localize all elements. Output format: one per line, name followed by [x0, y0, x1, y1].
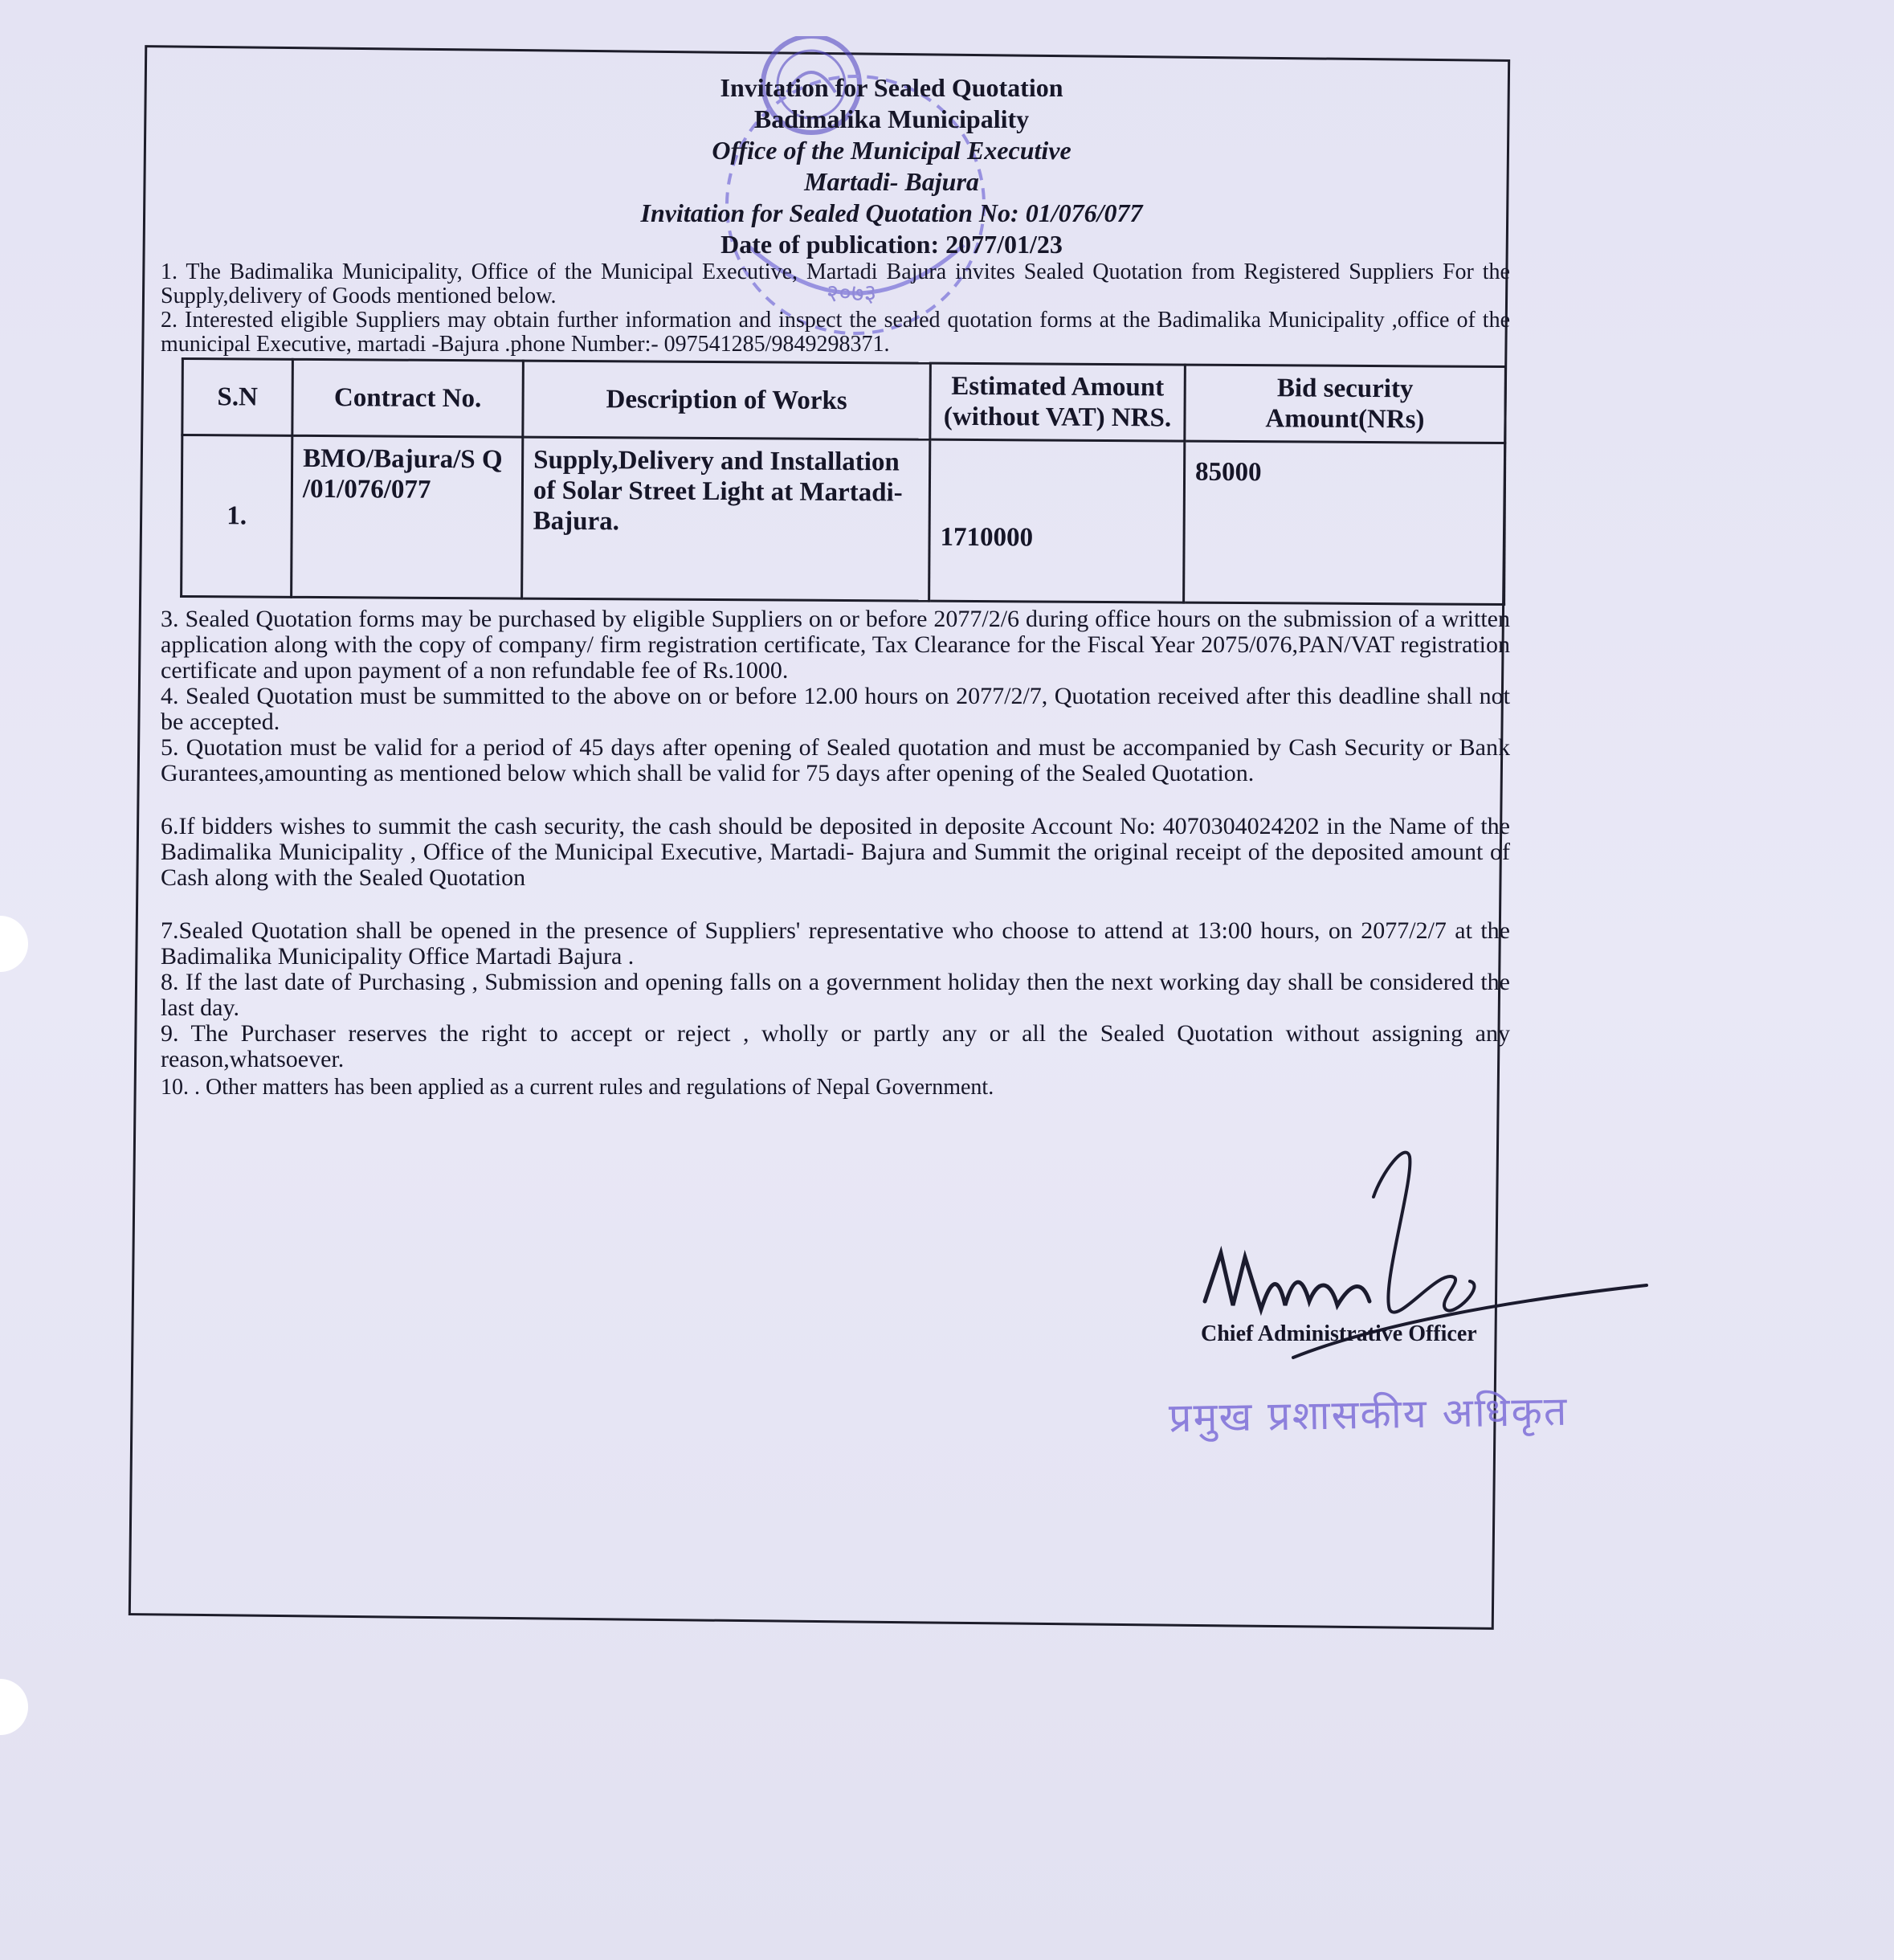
paragraph-6: 6.If bidders wishes to summit the cash security, the cash should be deposited in deposite Account No: 4070304024202 in the Name of the Badimalika Municipality , Office of the Municipal Executive, Martadi- Bajura and Summit the original receipt of the deposited amount of Cash along with the Sealed Quotation: [161, 813, 1510, 891]
cell-description: Supply,Delivery and Installation of Solar Street Light at Martadi-Bajura.: [522, 437, 930, 601]
punch-hole-bottom: [0, 1679, 28, 1735]
quotation-table: [180, 357, 1507, 606]
cell-contract: BMO/Bajura/S Q /01/076/077: [292, 435, 523, 598]
officer-stamp: प्रमुख प्रशासकीय अधिकृत: [1168, 1387, 1569, 1442]
document-header: [161, 72, 1510, 260]
header-publication-date: Date of publication: 2077/01/23: [720, 230, 1063, 259]
paragraph-7: 7.Sealed Quotation shall be opened in the presence of Suppliers' representative who choose to attend at 13:00 hours, on 2077/2/7 at the Badimalika Municipality Office Martadi Bajura .: [161, 917, 1510, 970]
table-header-row: [182, 358, 1506, 443]
paragraph-8: 8. If the last date of Purchasing , Submission and opening falls on a government holiday then the next working day shall be considered the last day.: [161, 969, 1510, 1021]
paragraph-10: 10. . Other matters has been applied as a current rules and regulations of Nepal Government.: [161, 1075, 994, 1100]
header-quotation-number: Invitation for Sealed Quotation No: 01/076/077: [640, 198, 1143, 227]
header-title: Invitation for Sealed Quotation: [720, 73, 1063, 102]
paragraph-2: 2. Interested eligible Suppliers may obtain further information and inspect the sealed quotation forms at the Badimalika Municipality ,office of the municipal Executive, martadi -Bajura .phone Number:- 097541285/9849298371.: [161, 308, 1510, 357]
paragraph-4: 4. Sealed Quotation must be summitted to the above on or before 12.00 hours on 2077/2/7, Quotation received after this deadline shall not be accepted.: [161, 683, 1510, 735]
col-header-estimated: Estimated Amount (without VAT) NRS.: [930, 363, 1186, 441]
col-header-sn: S.N: [182, 358, 293, 435]
col-header-description: Description of Works: [523, 361, 931, 439]
cell-bid-security: 85000: [1184, 441, 1505, 604]
cell-estimated-amount: 1710000: [929, 439, 1185, 602]
paragraph-9: 9. The Purchaser reserves the right to accept or reject , wholly or partly any or all the Sealed Quotation without assigning any reason,whatsoever.: [161, 1020, 1510, 1072]
header-municipality: Badimalika Municipality: [753, 104, 1030, 133]
header-location: Martadi- Bajura: [804, 167, 979, 196]
table-row: [182, 435, 1505, 604]
officer-title: Chief Administrative Officer: [1201, 1321, 1477, 1346]
cell-sn: 1.: [182, 435, 292, 597]
col-header-contract: Contract No.: [292, 359, 524, 437]
paragraph-5: 5. Quotation must be valid for a period of 45 days after opening of Sealed quotation and must be accompanied by Cash Security or Bank Gurantees,amounting as mentioned below which shall be valid for 75 days after opening of the Sealed Quotation.: [161, 734, 1510, 786]
paragraph-1: 1. The Badimalika Municipality, Office of the Municipal Executive, Martadi Bajura invites Sealed Quotation from Registered Suppliers For the Supply,delivery of Goods mentioned below.: [161, 259, 1510, 308]
punch-hole-top: [0, 916, 28, 972]
svg-text:२०७३: २०७३: [826, 280, 877, 308]
document-body: [161, 72, 1510, 1100]
col-header-bid-security: Bid security Amount(NRs): [1185, 365, 1506, 443]
paragraph-3: 3. Sealed Quotation forms may be purchased by eligible Suppliers on or before 2077/2/6 during office hours on the submission of a written application along with the copy of company/ firm registration certificate, Tax Clearance for the Fiscal Year 2075/076,PAN/VAT registration certificate and upon payment of a non refundable fee of Rs.1000.: [161, 606, 1510, 684]
header-office: Office of the Municipal Executive: [712, 136, 1071, 165]
